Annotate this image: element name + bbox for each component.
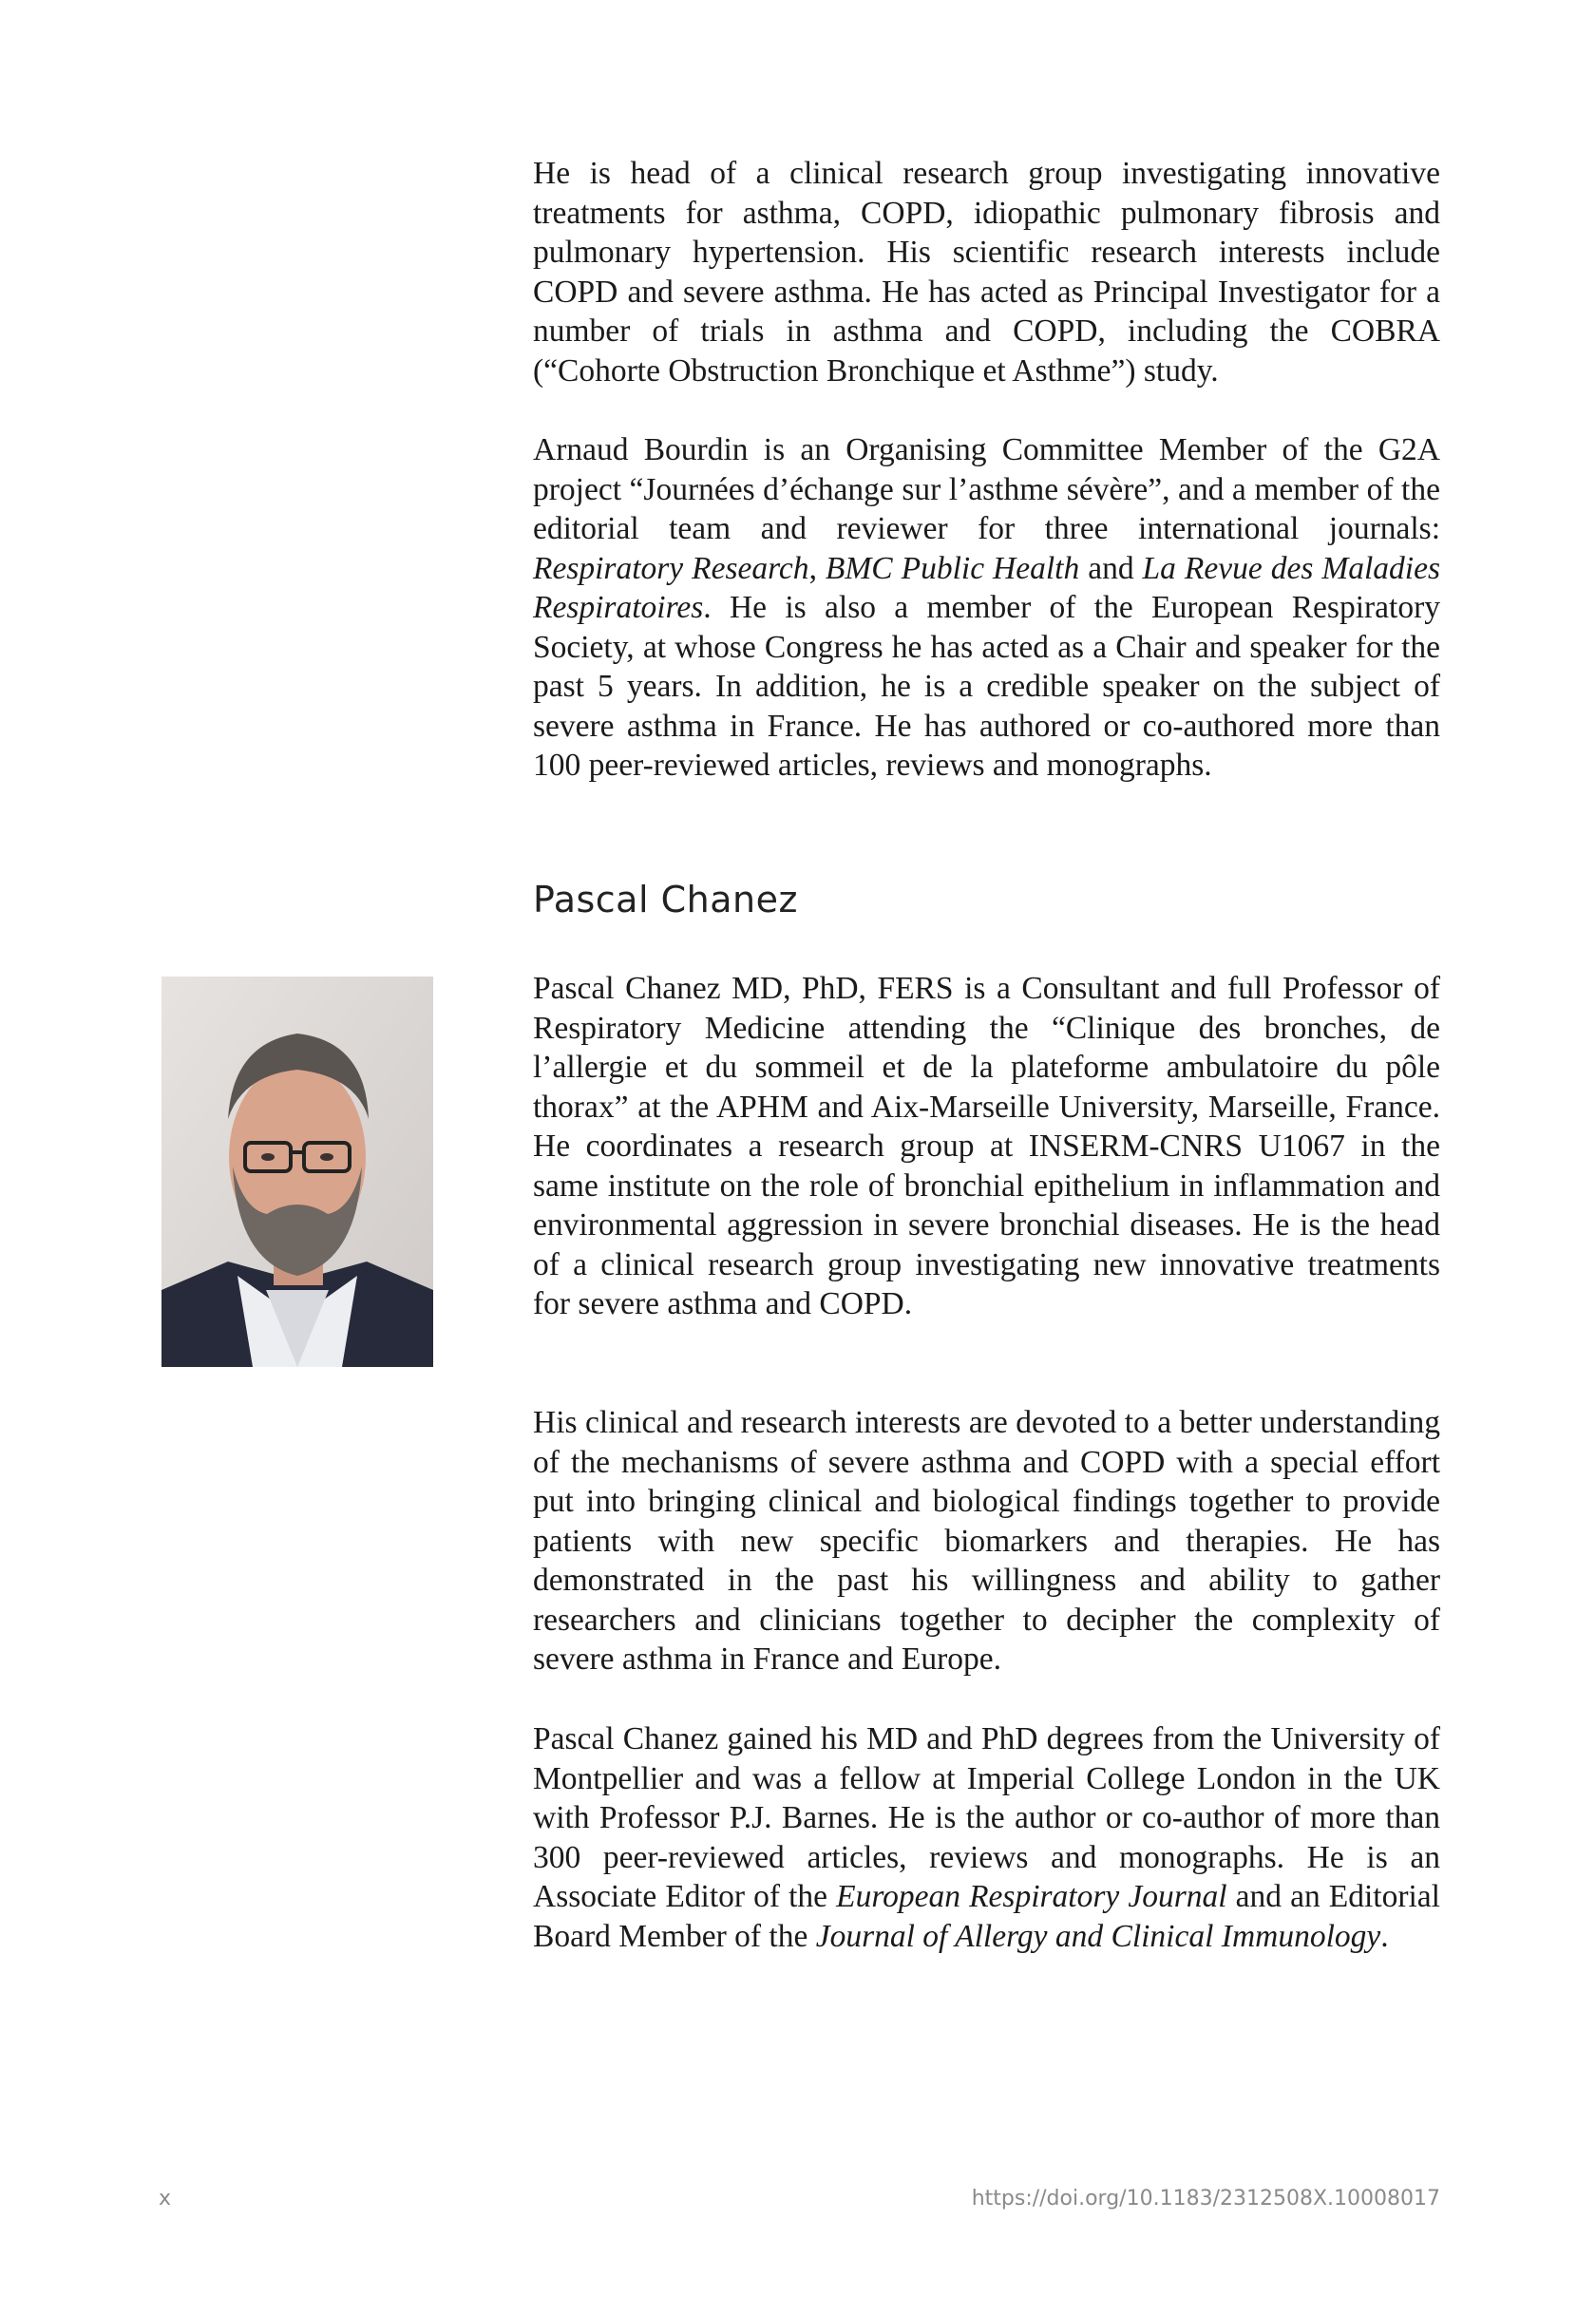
paragraph-text: Pascal Chanez gained his MD and PhD degrees from the University of Montpellier and was a fellow at Imperial College London in the UK with Professor P.J. Barnes. He is the author or co-author of more than 300 peer-reviewed articles, reviews and monographs. He is an Associate Editor of the European Respiratory Journal and an Editorial Board Member of the Journal of Allergy and Clinical Immunology. [533, 1721, 1440, 1954]
portrait-photo [162, 977, 433, 1367]
bio-paragraph [533, 1719, 1440, 1956]
paragraph-text: His clinical and research interests are devoted to a better understanding of the mechanisms of severe asthma and COPD with a special effort put into bringing clinical and biological findings together to provide patients with new specific biomarkers and therapies. He has demonstrated in the past his willingness and ability to gather researchers and clinicians together to decipher the complexity of severe asthma in France and Europe. [533, 1405, 1440, 1677]
journal-title: Journal of Allergy and Clinical Immunology [815, 1918, 1381, 1954]
previous-bio-paragraph [533, 154, 1440, 390]
page-number: x [159, 2187, 172, 2211]
journal-title: Respiratory Research [533, 550, 809, 586]
journal-title: La Revue des Maladies Respiratoires [533, 550, 1441, 625]
paragraph-text: Arnaud Bourdin is an Organising Committee Member of the G2A project “Journées d’échange sur l’asthme sévère”, and a member of the editorial team and reviewer for three international journals: Respiratory Research, BMC Public Health and La Revue des Maladies Respiratoires. He is also a member of the European Respiratory Society, at whose Congress he has acted as a Chair and speaker for the past 5 years. In addition, he is a credible speaker on the subject of severe asthma in France. He has authored or co-authored more than 100 peer-reviewed articles, reviews and monographs. [533, 432, 1441, 783]
doi-link[interactable]: https://doi.org/10.1183/2312508X.10008017 [971, 2187, 1440, 2211]
journal-title: European Respiratory Journal [836, 1879, 1227, 1914]
bio-name-heading: Pascal Chanez [533, 879, 798, 920]
bio-paragraph [533, 1403, 1440, 1679]
paragraph-text: He is head of a clinical research group investigating innovative treatments for asthma, COPD, idiopathic pulmonary fibrosis and pulmonary hypertension. His scientific research interests include COPD and severe asthma. He has acted as Principal Investigator for a number of trials in asthma and COPD, including the COBRA (“Cohorte Obstruction Bronchique et Asthme”) study. [533, 156, 1440, 389]
bio-paragraph [533, 969, 1440, 1324]
paragraph-text: Pascal Chanez MD, PhD, FERS is a Consultant and full Professor of Respiratory Medicine attending the “Clinique des bronches, de l’allergie et du sommeil et de la plateforme ambulatoire du pôle thorax” at the APHM and Aix-Marseille University, Marseille, France. He coordinates a research group at INSERM-CNRS U1067 in the same institute on the role of bronchial epithelium in inflammation and environmental aggression in severe bronchial diseases. He is the head of a clinical research group investigating new innovative treatments for severe asthma and COPD. [533, 971, 1440, 1321]
journal-title: BMC Public Health [825, 550, 1080, 586]
previous-bio-paragraph [533, 430, 1440, 786]
